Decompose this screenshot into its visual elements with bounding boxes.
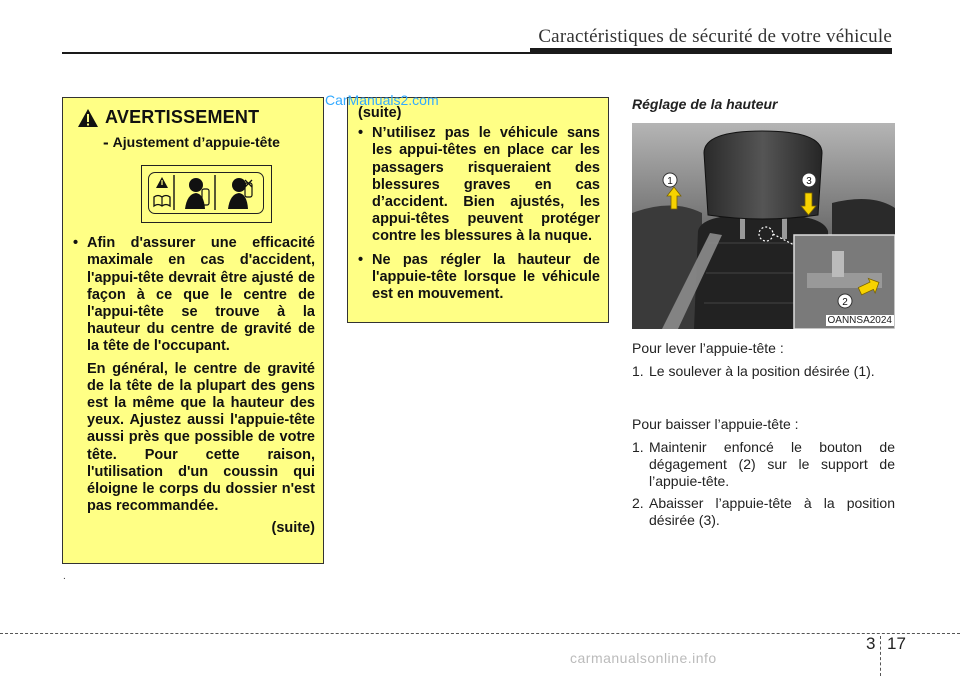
warning-paragraph: En général, le centre de gravité de la tête de la plupart des gens est la même que la hauteur des yeux. Ajustez aussi l'appuie-tête aussi près que possible de votre tête. Pour cette raison, l'utilisation d'un coussin qui éloigne le corps du dossier n'est pas recommandée. bbox=[87, 360, 315, 515]
warning-subtitle: Ajustement d’appuie-tête bbox=[112, 134, 280, 150]
footer-watermark: carmanualsonline.info bbox=[570, 650, 717, 666]
raise-intro: Pour lever l’appuie-tête : bbox=[632, 340, 784, 356]
continuation-bullet: • N’utilisez pas le véhicule sans les appui-têtes en place car les passagers risqueraient des blessures graves en cas d’accident. Bien ajustés, les appui-têtes peuvent protéger contre les blessures à la nuque. bbox=[358, 125, 600, 245]
stray-mark: . bbox=[63, 571, 66, 582]
warning-heading bbox=[73, 108, 315, 128]
warning-bullet: • Afin d'assurer une efficacité maximale en cas d'accident, l'appui-tête devrait être ajusté de façon à ce que le centre de l'appui-tête se trouve à la hauteur du centre de gravité de la tête de l'occupant. bbox=[73, 235, 315, 355]
suite-label: (suite) bbox=[271, 520, 315, 537]
section-heading: Réglage de la hauteur bbox=[632, 96, 778, 112]
headrest-pictogram-icon bbox=[149, 173, 262, 212]
headrest-adjustment-photo bbox=[632, 123, 895, 329]
footer-rule bbox=[0, 633, 960, 634]
figure-label-3: 3 bbox=[806, 176, 812, 187]
warning-triangle-icon bbox=[77, 108, 99, 128]
lower-intro: Pour baisser l’appuie-tête : bbox=[632, 416, 799, 432]
warning-title: AVERTISSEMENT bbox=[105, 107, 260, 128]
page-number: 17 bbox=[887, 634, 906, 653]
chapter-number: 3 bbox=[866, 634, 876, 653]
warning-box bbox=[62, 97, 324, 564]
raise-step: 1. Le soulever à la position désirée (1). bbox=[632, 363, 875, 379]
continuation-suite-label: (suite) bbox=[358, 105, 402, 121]
figure-code: OANNSA2024 bbox=[827, 315, 892, 326]
watermark-link[interactable]: CarManuals2.com bbox=[325, 92, 439, 108]
header-rule-accent bbox=[530, 48, 892, 54]
figure-label-2: 2 bbox=[842, 297, 848, 308]
continuation-bullet: • Ne pas régler la hauteur de l'appuie-tête lorsque le véhicule est en mouvement. bbox=[358, 251, 600, 303]
lower-step: 1. Maintenir enfoncé le bouton de dégagement (2) sur le support de l’appuie-tête. bbox=[632, 439, 895, 489]
raise-instructions bbox=[632, 340, 895, 380]
warning-continuation-box bbox=[347, 97, 609, 323]
warning-subtitle-row bbox=[103, 134, 315, 151]
headrest-pictogram bbox=[141, 165, 272, 223]
page-header-title: Caractéristiques de sécurité de votre véhicule bbox=[538, 26, 892, 47]
page-separator bbox=[880, 636, 881, 676]
figure-label-1: 1 bbox=[667, 176, 673, 187]
lower-step: 2. Abaisser l’appuie-tête à la position désirée (3). bbox=[632, 495, 895, 528]
subtitle-dash: - bbox=[103, 133, 109, 152]
lower-instructions bbox=[632, 416, 895, 529]
